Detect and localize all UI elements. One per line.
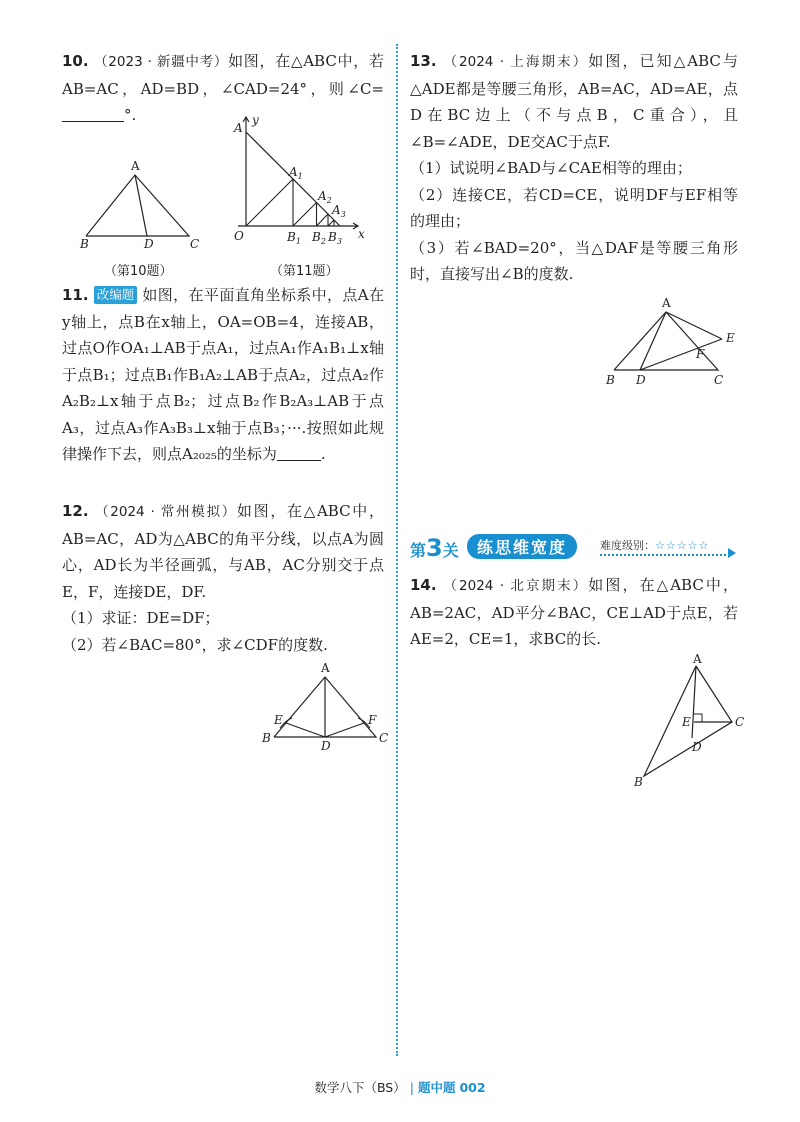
label-d: D bbox=[636, 373, 646, 387]
footer-separator: | bbox=[409, 1080, 414, 1095]
label-c: C bbox=[190, 237, 200, 251]
label-a: A bbox=[234, 121, 243, 135]
label-y: y bbox=[252, 113, 259, 127]
label-a2: $A_2$ bbox=[318, 189, 332, 205]
question-11 bbox=[62, 282, 384, 468]
label-b: B bbox=[634, 775, 643, 789]
label-c: C bbox=[379, 731, 389, 745]
figure-10 bbox=[78, 159, 208, 251]
label-a3: $A_3$ bbox=[332, 203, 346, 219]
answer-blank[interactable] bbox=[62, 107, 124, 122]
level-title: 练思维宽度 bbox=[467, 534, 577, 559]
question-number: 11. bbox=[62, 286, 89, 304]
label-f: F bbox=[368, 713, 377, 727]
label-a: A bbox=[321, 661, 330, 675]
figure-11 bbox=[232, 113, 365, 246]
label-a1: $A_1$ bbox=[289, 165, 303, 181]
question-part-1: （1）求证：DE=DF； bbox=[62, 609, 220, 627]
question-source: （2024 · 上海期末） bbox=[443, 54, 589, 70]
question-text: 如图，已知△ABC与△ADE都是等腰三角形，AB=AC，AD=AE，点D在BC边上（不与点B，C重合），且∠B=∠ADE，DE交AC于点F. bbox=[410, 52, 738, 151]
label-c: C bbox=[714, 373, 724, 387]
question-source: （2024 · 北京期末） bbox=[443, 578, 589, 594]
question-text: 如图，在△ABC中，AB=AC，AD为△ABC的角平分线，以点A为圆心，AD长为半径画弧，与AB，AC分别交于点E，F，连接DE，DF. bbox=[62, 502, 384, 601]
book-title: 数学八下（BS） bbox=[314, 1080, 406, 1095]
label-b3: $B_3$ bbox=[328, 230, 342, 246]
label-b2: $B_2$ bbox=[312, 230, 326, 246]
label-b: B bbox=[80, 237, 89, 251]
label-b: B bbox=[606, 373, 615, 387]
level-number: 第3关 bbox=[410, 534, 459, 562]
segment-ad bbox=[692, 666, 696, 738]
question-part-2: （2）连接CE，若CD=CE，说明DF与EF相等的理由； bbox=[410, 185, 738, 230]
arrow-right-icon bbox=[728, 548, 736, 558]
label-c: C bbox=[735, 715, 745, 729]
question-13 bbox=[410, 48, 738, 288]
page-number: 002 bbox=[459, 1080, 486, 1095]
question-part-1: （1）试说明∠BAD与∠CAE相等的理由； bbox=[410, 159, 692, 177]
segment-de bbox=[286, 723, 325, 737]
question-source: （2023 · 新疆中考） bbox=[94, 54, 229, 70]
page-footer bbox=[0, 1078, 800, 1096]
triangle-abc bbox=[614, 312, 718, 370]
label-x: x bbox=[358, 227, 365, 241]
column-divider bbox=[396, 44, 398, 1056]
banner-dotted-line bbox=[600, 554, 730, 556]
question-12 bbox=[62, 498, 384, 658]
section-name: 题中题 bbox=[417, 1080, 456, 1095]
label-o: O bbox=[234, 229, 244, 243]
star-icon: ☆☆☆☆☆ bbox=[655, 539, 710, 552]
label-d: D bbox=[321, 739, 331, 753]
segment-ae bbox=[666, 312, 722, 339]
label-a: A bbox=[662, 296, 671, 310]
question-tag: 改编题 bbox=[94, 286, 138, 304]
question-number: 10. bbox=[62, 52, 89, 70]
question-part-3: （3）若∠BAD=20°，当△DAF是等腰三角形时，直接写出∠B的度数. bbox=[410, 238, 738, 283]
figure-14 bbox=[632, 652, 745, 790]
question-text: 如图，在△ABC中，AB=2AC，AD平分∠BAC，CE⊥AD于点E，若AE=2，CE=1，求BC的长. bbox=[410, 576, 738, 648]
question-number: 14. bbox=[410, 576, 437, 594]
label-e: E bbox=[682, 715, 691, 729]
question-text: 如图，在△ABC中，若AB=AC，AD=BD，∠CAD=24°，则∠C= bbox=[62, 52, 384, 98]
question-part-2: （2）若∠BAC=80°，求∠CDF的度数. bbox=[62, 635, 328, 654]
right-angle-mark bbox=[694, 714, 702, 722]
question-tail: °. bbox=[124, 106, 137, 124]
question-source: （2024 · 常州模拟） bbox=[95, 504, 237, 520]
label-d: D bbox=[692, 740, 702, 754]
figure-11-caption: （第11题） bbox=[270, 264, 339, 279]
label-d: D bbox=[144, 237, 154, 251]
segment-ad bbox=[135, 175, 147, 236]
level-banner bbox=[410, 530, 738, 560]
label-e: E bbox=[726, 331, 735, 345]
question-14 bbox=[410, 572, 738, 653]
label-e: E bbox=[274, 713, 283, 727]
question-text: 如图，在平面直角坐标系中，点A在y轴上，点B在x轴上，OA=OB=4，连接AB，过点O作OA₁⊥AB于点A₁，过点A₁作A₁B₁⊥x轴于点B₁；过点B₁作B₁A₂⊥AB于点A₂，过点A₂作A₂B₂⊥x轴于点B₂；过点B₂作B₂A₃⊥AB于点A₃，过点A₃作A₃B₃⊥x轴于点B₃；···.按照如此规律操作下去，则点A₂₀₂₅的坐标为 bbox=[62, 286, 384, 463]
figure-10-caption: （第10题） bbox=[104, 264, 173, 279]
difficulty-rating: 难度级别：☆☆☆☆☆ bbox=[600, 539, 710, 552]
figure-13 bbox=[602, 296, 735, 387]
label-a: A bbox=[693, 652, 702, 666]
question-tail: . bbox=[320, 445, 326, 463]
label-a: A bbox=[131, 159, 140, 173]
answer-blank[interactable] bbox=[277, 446, 321, 461]
question-number: 12. bbox=[62, 502, 89, 520]
question-number: 13. bbox=[410, 52, 437, 70]
label-b1: $B_1$ bbox=[287, 230, 301, 246]
figure-12 bbox=[260, 661, 390, 753]
label-b: B bbox=[262, 731, 271, 745]
segment-df bbox=[325, 723, 364, 737]
label-f: F bbox=[696, 347, 705, 361]
triangle-abc bbox=[86, 175, 189, 236]
